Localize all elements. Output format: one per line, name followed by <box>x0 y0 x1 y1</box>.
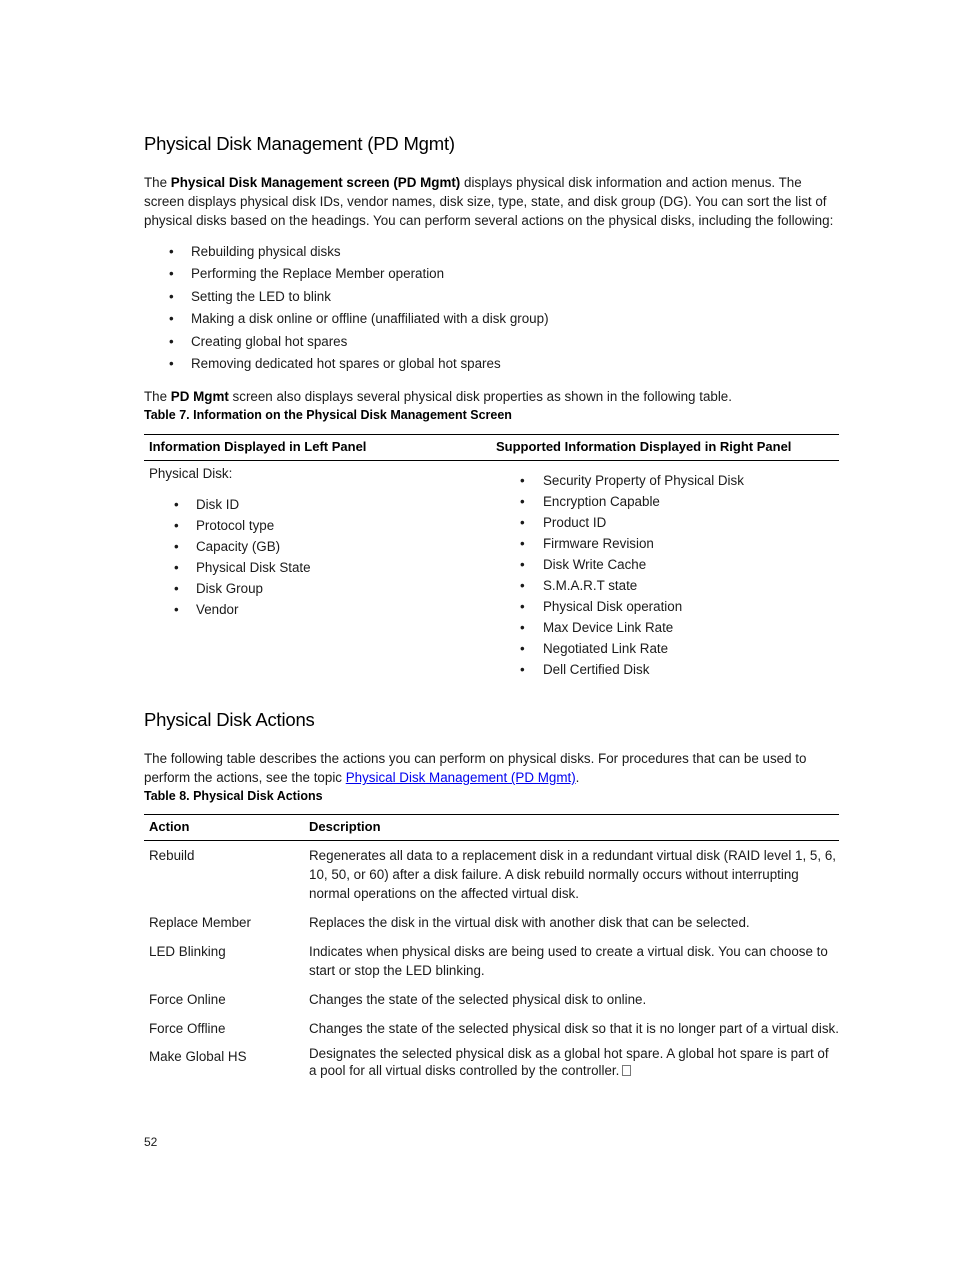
list-item <box>149 580 311 601</box>
list-item-text: S.M.A.R.T state <box>543 578 638 593</box>
table-rule <box>144 434 839 435</box>
description-cell: Changes the state of the selected physical disk so that it is no longer part of a virtual disk. <box>309 1021 839 1036</box>
bullet-icon: • <box>174 539 179 554</box>
intro-text: displays physical disk information and action menus. The screen displays physical disk IDs, vendor names, disk size, type, state, and disk group (DG). You can sort the list of physical disks based on the headings. You can perform several actions on the physical disks, including the following: <box>144 175 834 228</box>
list-item <box>496 493 744 514</box>
list-item <box>149 559 311 580</box>
intro-text: The following table describes the actions you can perform on physical disks. For procedures that can be used to perform the actions, see the topic <box>144 751 807 785</box>
bullet-icon: • <box>520 599 525 614</box>
bullet-icon: • <box>169 288 174 304</box>
description-cell <box>309 1045 839 1079</box>
intro-bold-term: Physical Disk Management screen (PD Mgmt) <box>170 175 461 190</box>
bullet-icon: • <box>174 497 179 512</box>
bullet-icon: • <box>169 244 174 259</box>
list-item <box>144 265 549 287</box>
note-text: The <box>144 389 171 404</box>
list-item-text: Rebuilding physical disks <box>191 244 341 259</box>
table8-caption: Table 8. Physical Disk Actions <box>144 789 323 803</box>
list-item <box>144 243 549 265</box>
bullet-icon: • <box>169 355 174 371</box>
intro-text: The <box>144 175 171 190</box>
list-item-text: Protocol type <box>196 518 275 533</box>
list-item <box>144 355 549 377</box>
intro-text: . <box>575 770 580 785</box>
table8-header-action: Action <box>149 819 190 834</box>
action-cell: Replace Member <box>149 915 251 930</box>
pd-mgmt-note <box>144 387 839 406</box>
pd-mgmt-topic-link[interactable]: Physical Disk Management (PD Mgmt) <box>345 770 576 785</box>
list-item <box>496 598 744 619</box>
list-item <box>496 535 744 556</box>
page-number: 52 <box>144 1135 158 1149</box>
bullet-icon: • <box>174 602 179 617</box>
list-item <box>144 288 549 310</box>
list-item-text: Capacity (GB) <box>196 539 281 554</box>
bullet-icon: • <box>520 620 525 635</box>
list-item <box>144 310 549 332</box>
action-cell: LED Blinking <box>149 944 226 959</box>
table-rule <box>144 814 839 815</box>
list-item-text: Disk Group <box>196 581 263 596</box>
missing-glyph-icon <box>622 1065 631 1076</box>
description-cell: Replaces the disk in the virtual disk with another disk that can be selected. <box>309 915 750 930</box>
list-item <box>149 496 311 517</box>
action-cell: Make Global HS <box>149 1049 247 1064</box>
list-item-text: Dell Certified Disk <box>543 662 650 677</box>
table7-header-left: Information Displayed in Left Panel <box>149 439 367 454</box>
table8-header-description: Description <box>309 819 381 834</box>
bullet-icon: • <box>169 311 174 327</box>
list-item-text: Physical Disk State <box>196 560 311 575</box>
list-item <box>496 472 744 493</box>
list-item <box>496 619 744 640</box>
table7-caption: Table 7. Information on the Physical Disk Management Screen <box>144 408 512 422</box>
pd-actions-intro <box>144 749 839 787</box>
bullet-icon: • <box>520 557 525 572</box>
bullet-icon: • <box>520 662 525 677</box>
list-item-text: Removing dedicated hot spares or global hot spares <box>191 355 501 371</box>
section-title-pd-mgmt: Physical Disk Management (PD Mgmt) <box>144 133 455 154</box>
list-item-text: Max Device Link Rate <box>543 620 674 635</box>
description-cell: Changes the state of the selected physical disk to online. <box>309 992 647 1007</box>
list-item-text: Disk ID <box>196 497 240 512</box>
list-item <box>496 661 744 682</box>
section-title-pd-actions: Physical Disk Actions <box>144 709 315 730</box>
list-item-text: Setting the LED to blink <box>191 288 331 304</box>
list-item-text: Negotiated Link Rate <box>543 641 669 656</box>
table7-right-list <box>496 472 744 682</box>
bullet-icon: • <box>174 581 179 596</box>
bullet-icon: • <box>520 641 525 656</box>
list-item-text: Making a disk online or offline (unaffiliated with a disk group) <box>191 311 549 327</box>
list-item-text: Physical Disk operation <box>543 599 683 614</box>
list-item <box>144 333 549 355</box>
list-item-text: Security Property of Physical Disk <box>543 473 744 488</box>
list-item-text: Performing the Replace Member operation <box>191 266 445 282</box>
list-item-text: Disk Write Cache <box>543 557 647 572</box>
note-text: screen also displays several physical disk properties as shown in the following table. <box>228 389 732 404</box>
list-item <box>149 601 311 622</box>
actions-bullet-list <box>144 243 549 377</box>
list-item <box>149 538 311 559</box>
description-cell: Indicates when physical disks are being used to create a virtual disk. You can choose to start or stop the LED blinking. <box>309 944 828 978</box>
bullet-icon: • <box>174 518 179 533</box>
table7-left-label: Physical Disk: <box>149 466 233 481</box>
list-item <box>149 517 311 538</box>
bullet-icon: • <box>169 266 174 282</box>
action-cell: Force Online <box>149 992 226 1007</box>
bullet-icon: • <box>520 515 525 530</box>
list-item-text: Firmware Revision <box>543 536 654 551</box>
description-cell: Regenerates all data to a replacement disk in a redundant virtual disk (RAID level 1, 5, 6, 10, 50, or 60) after a disk failure. A disk rebuild normally occurs without interrupting normal operations on the affected virtual disk. <box>309 848 836 901</box>
list-item-text: Encryption Capable <box>543 494 660 509</box>
table-rule <box>144 840 839 841</box>
list-item-text: Creating global hot spares <box>191 333 348 349</box>
bullet-icon: • <box>520 536 525 551</box>
list-item <box>496 514 744 535</box>
list-item-text: Product ID <box>543 515 607 530</box>
list-item <box>496 640 744 661</box>
description-text: Designates the selected physical disk as a global hot spare. A global hot spare is part of a pool for all virtual disks controlled by the controller. <box>309 1046 829 1078</box>
note-bold-term: PD Mgmt <box>170 389 229 404</box>
bullet-icon: • <box>520 473 525 488</box>
list-item <box>496 577 744 598</box>
table7-header-right: Supported Information Displayed in Right Panel <box>496 439 792 454</box>
list-item-text: Vendor <box>196 602 239 617</box>
bullet-icon: • <box>520 494 525 509</box>
bullet-icon: • <box>169 333 174 349</box>
table7-left-list <box>149 496 311 622</box>
list-item <box>496 556 744 577</box>
action-cell: Rebuild <box>149 848 195 863</box>
action-cell: Force Offline <box>149 1021 226 1036</box>
bullet-icon: • <box>520 578 525 593</box>
table-rule <box>144 460 839 461</box>
bullet-icon: • <box>174 560 179 575</box>
pd-mgmt-intro <box>144 173 839 230</box>
